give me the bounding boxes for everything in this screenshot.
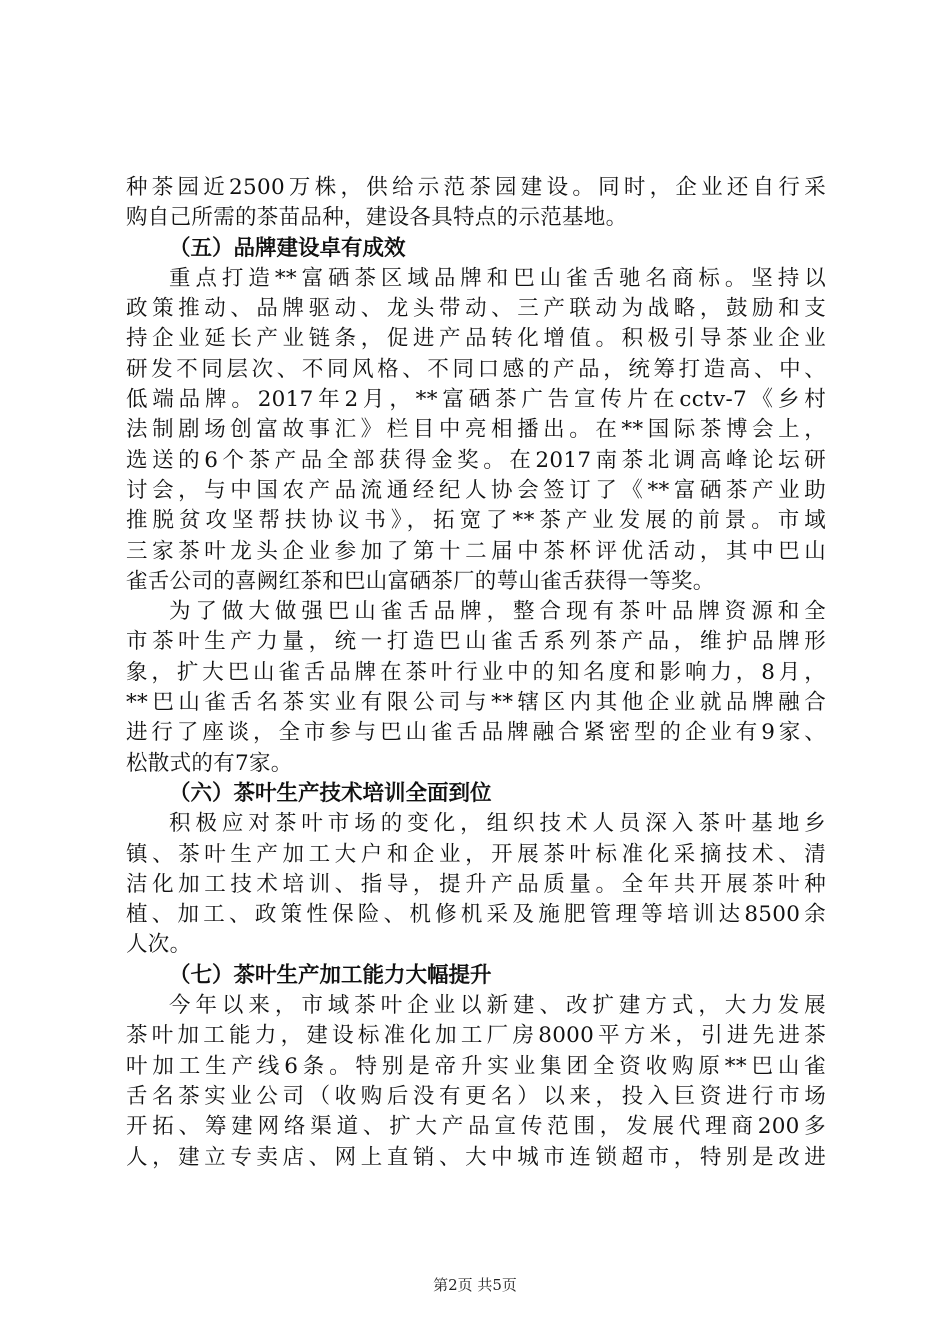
paragraph-line: 植、加工、政策性保险、机修机采及施肥管理等培训达8500余 <box>126 902 826 928</box>
paragraph-line: 低端品牌。2017年2月，**富硒茶广告宣传片在cctv-7《乡村 <box>126 387 826 413</box>
document-body <box>126 173 826 1173</box>
paragraph-line: **巴山雀舌名茶实业有限公司与**辖区内其他企业就品牌融合 <box>126 690 826 716</box>
paragraph-line: 人，建立专卖店、网上直销、大中城市连锁超市，特别是改进 <box>126 1144 826 1170</box>
paragraph-line: 舌名茶实业公司（收购后没有更名）以来，投入巨资进行市场 <box>126 1083 826 1109</box>
paragraph-line: 象，扩大巴山雀舌品牌在茶叶行业中的知名度和影响力，8月， <box>126 659 826 685</box>
paragraph-line: 研发不同层次、不同风格、不同口感的产品，统筹打造高、中、 <box>126 356 826 382</box>
paragraph-line: 雀舌公司的喜阙红茶和巴山富硒茶厂的萼山雀舌获得一等奖。 <box>126 568 715 594</box>
paragraph-line: 购自己所需的茶苗品种，建设各具特点的示范基地。 <box>126 205 628 231</box>
paragraph-first-line: 重点打造**富硒茶区域品牌和巴山雀舌驰名商标。坚持以 <box>169 265 826 291</box>
paragraph-first-line: 为了做大做强巴山雀舌品牌，整合现有茶叶品牌资源和全 <box>169 599 826 625</box>
page-footer: 第2页 共5页 <box>433 1276 517 1294</box>
section-heading: （七）茶叶生产加工能力大幅提升 <box>169 962 492 988</box>
section-heading: （六）茶叶生产技术培训全面到位 <box>169 780 492 806</box>
paragraph-line: 推脱贫攻坚帮扶协议书》，拓宽了**茶产业发展的前景。市域 <box>126 508 826 534</box>
paragraph-line: 叶加工生产线6条。特别是帝升实业集团全资收购原**巴山雀 <box>126 1053 826 1079</box>
paragraph-line: 镇、茶叶生产加工大户和企业，开展茶叶标准化采摘技术、清 <box>126 841 826 867</box>
paragraph-line: 法制剧场创富故事汇》栏目中亮相播出。在**国际茶博会上， <box>126 417 826 443</box>
paragraph-line: 松散式的有7家。 <box>126 750 293 776</box>
paragraph-line: 政策推动、品牌驱动、龙头带动、三产联动为战略，鼓励和支 <box>126 296 826 322</box>
paragraph-line: 选送的6个茶产品全部获得金奖。在2017南茶北调高峰论坛研 <box>126 447 826 473</box>
paragraph-line: 三家茶叶龙头企业参加了第十二届中茶杯评优活动，其中巴山 <box>126 538 826 564</box>
paragraph-line: 进行了座谈，全市参与巴山雀舌品牌融合紧密型的企业有9家、 <box>126 720 826 746</box>
paragraph-line: 洁化加工技术培训、指导，提升产品质量。全年共开展茶叶种 <box>126 871 826 897</box>
paragraph-line: 市茶叶生产力量，统一打造巴山雀舌系列茶产品，维护品牌形 <box>126 629 826 655</box>
paragraph-line: 持企业延长产业链条，促进产品转化增值。积极引导茶业企业 <box>126 326 826 352</box>
paragraph-first-line: 积极应对茶叶市场的变化，组织技术人员深入茶叶基地乡 <box>169 811 826 837</box>
section-heading: （五）品牌建设卓有成效 <box>169 235 406 261</box>
paragraph-first-line: 今年以来，市域茶叶企业以新建、改扩建方式，大力发展 <box>169 993 826 1019</box>
paragraph-line: 种茶园近2500万株，供给示范茶园建设。同时，企业还自行采 <box>126 175 826 200</box>
paragraph-line: 人次。 <box>126 932 192 958</box>
paragraph-line: 开拓、筹建网络渠道、扩大产品宣传范围，发展代理商200多 <box>126 1114 826 1140</box>
paragraph-line: 讨会，与中国农产品流通经纪人协会签订了《**富硒茶产业助 <box>126 477 826 503</box>
paragraph-line: 茶叶加工能力，建设标准化加工厂房8000平方米，引进先进茶 <box>126 1023 826 1049</box>
